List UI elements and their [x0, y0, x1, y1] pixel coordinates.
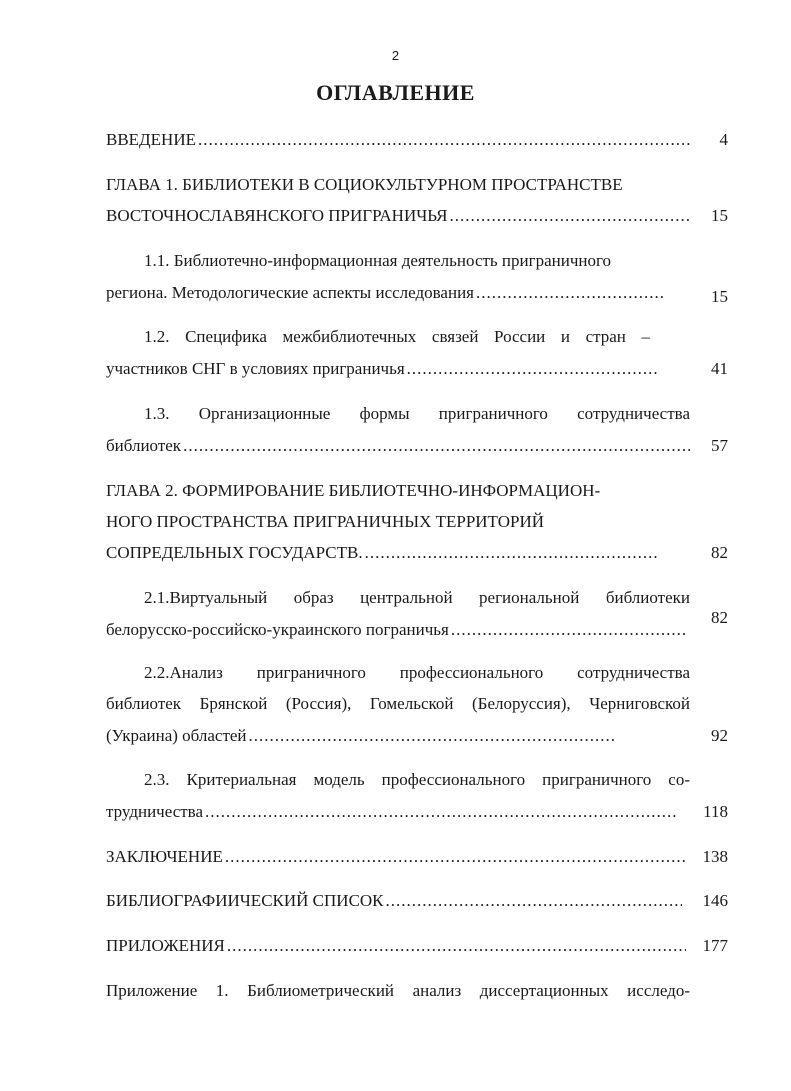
- toc-entry-section-2-1[interactable]: 2.1.Виртуальный образ центральной региональной библиотеки: [144, 588, 690, 607]
- toc-entry-chapter-2-cont[interactable]: СОПРЕДЕЛЬНЫХ ГОСУДАРСТВ. .....: [106, 543, 658, 563]
- toc-entry-conclusion[interactable]: ЗАКЛЮЧЕНИЕ .....: [106, 847, 686, 867]
- page-number: 2: [391, 48, 400, 63]
- toc-entry-section-1-2[interactable]: 1.2. Специфика межбиблиотечных связей России и стран –: [144, 327, 650, 346]
- page-title: ОГЛАВЛЕНИЕ: [316, 80, 475, 105]
- toc-entry-chapter-2[interactable]: ГЛАВА 2. ФОРМИРОВАНИЕ БИБЛИОТЕЧНО-ИНФОРМАЦИОН-: [106, 481, 601, 500]
- toc-page-number: 57: [711, 436, 728, 455]
- toc-entry-introduction[interactable]: ВВЕДЕНИЕ .....: [106, 130, 690, 150]
- toc-page-number: 82: [711, 543, 728, 562]
- toc-page-number: 82: [711, 608, 728, 627]
- toc-page-number: 4: [719, 130, 728, 149]
- toc-page-number: 15: [711, 287, 728, 306]
- toc-entry-section-2-2-cont: библиотек Брянской (Россия), Гомельской (Белоруссия), Черниговской: [106, 694, 690, 713]
- toc-entry-section-2-3[interactable]: 2.3. Критериальная модель профессионального приграничного со-: [144, 770, 690, 789]
- toc-entry-section-1-2-cont[interactable]: участников СНГ в условиях приграничья .....: [106, 359, 658, 379]
- toc-page-number: 177: [702, 936, 728, 955]
- toc-entry-appendix-1[interactable]: Приложение 1. Библиометрический анализ диссертационных исследо-: [106, 981, 690, 1000]
- toc-entry-chapter-1[interactable]: ГЛАВА 1. БИБЛИОТЕКИ В СОЦИОКУЛЬТУРНОМ ПРОСТРАНСТВЕ: [106, 175, 623, 194]
- toc-entry-chapter-1-cont[interactable]: ВОСТОЧНОСЛАВЯНСКОГО ПРИГРАНИЧЬЯ .....: [106, 206, 690, 226]
- toc-entry-section-2-3-cont[interactable]: трудничества .....: [106, 802, 678, 822]
- toc-entry-section-2-2[interactable]: 2.2.Анализ приграничного профессионального сотрудничества: [144, 663, 690, 682]
- toc-entry-section-2-2-cont[interactable]: (Украина) областей .....: [106, 726, 616, 746]
- toc-page-number: 146: [702, 891, 728, 910]
- toc-entry-section-1-3-cont[interactable]: библиотек .....: [106, 436, 690, 456]
- toc-entry-appendices[interactable]: ПРИЛОЖЕНИЯ .....: [106, 936, 686, 956]
- toc-entry-chapter-2-cont: НОГО ПРОСТРАНСТВА ПРИГРАНИЧНЫХ ТЕРРИТОРИЙ: [106, 512, 545, 531]
- toc-entry-section-2-1-cont[interactable]: белорусско-российско-украинского пограничья .....: [106, 620, 686, 640]
- toc-entry-section-1-1-cont[interactable]: региона. Методологические аспекты исследования .....: [106, 283, 666, 303]
- toc-page-number: 41: [711, 359, 728, 378]
- toc-page-number: 138: [702, 847, 728, 866]
- toc-entry-bibliography[interactable]: БИБЛИОГРАФИИЧЕСКИЙ СПИСОК .....: [106, 891, 682, 911]
- toc-entry-section-1-1[interactable]: 1.1. Библиотечно-информационная деятельность приграничного: [144, 251, 612, 270]
- toc-page-number: 15: [711, 206, 728, 225]
- toc-page-number: 118: [703, 802, 728, 821]
- toc-page-number: 92: [711, 726, 728, 745]
- toc-entry-section-1-3[interactable]: 1.3. Организационные формы приграничного сотрудничества: [144, 404, 690, 423]
